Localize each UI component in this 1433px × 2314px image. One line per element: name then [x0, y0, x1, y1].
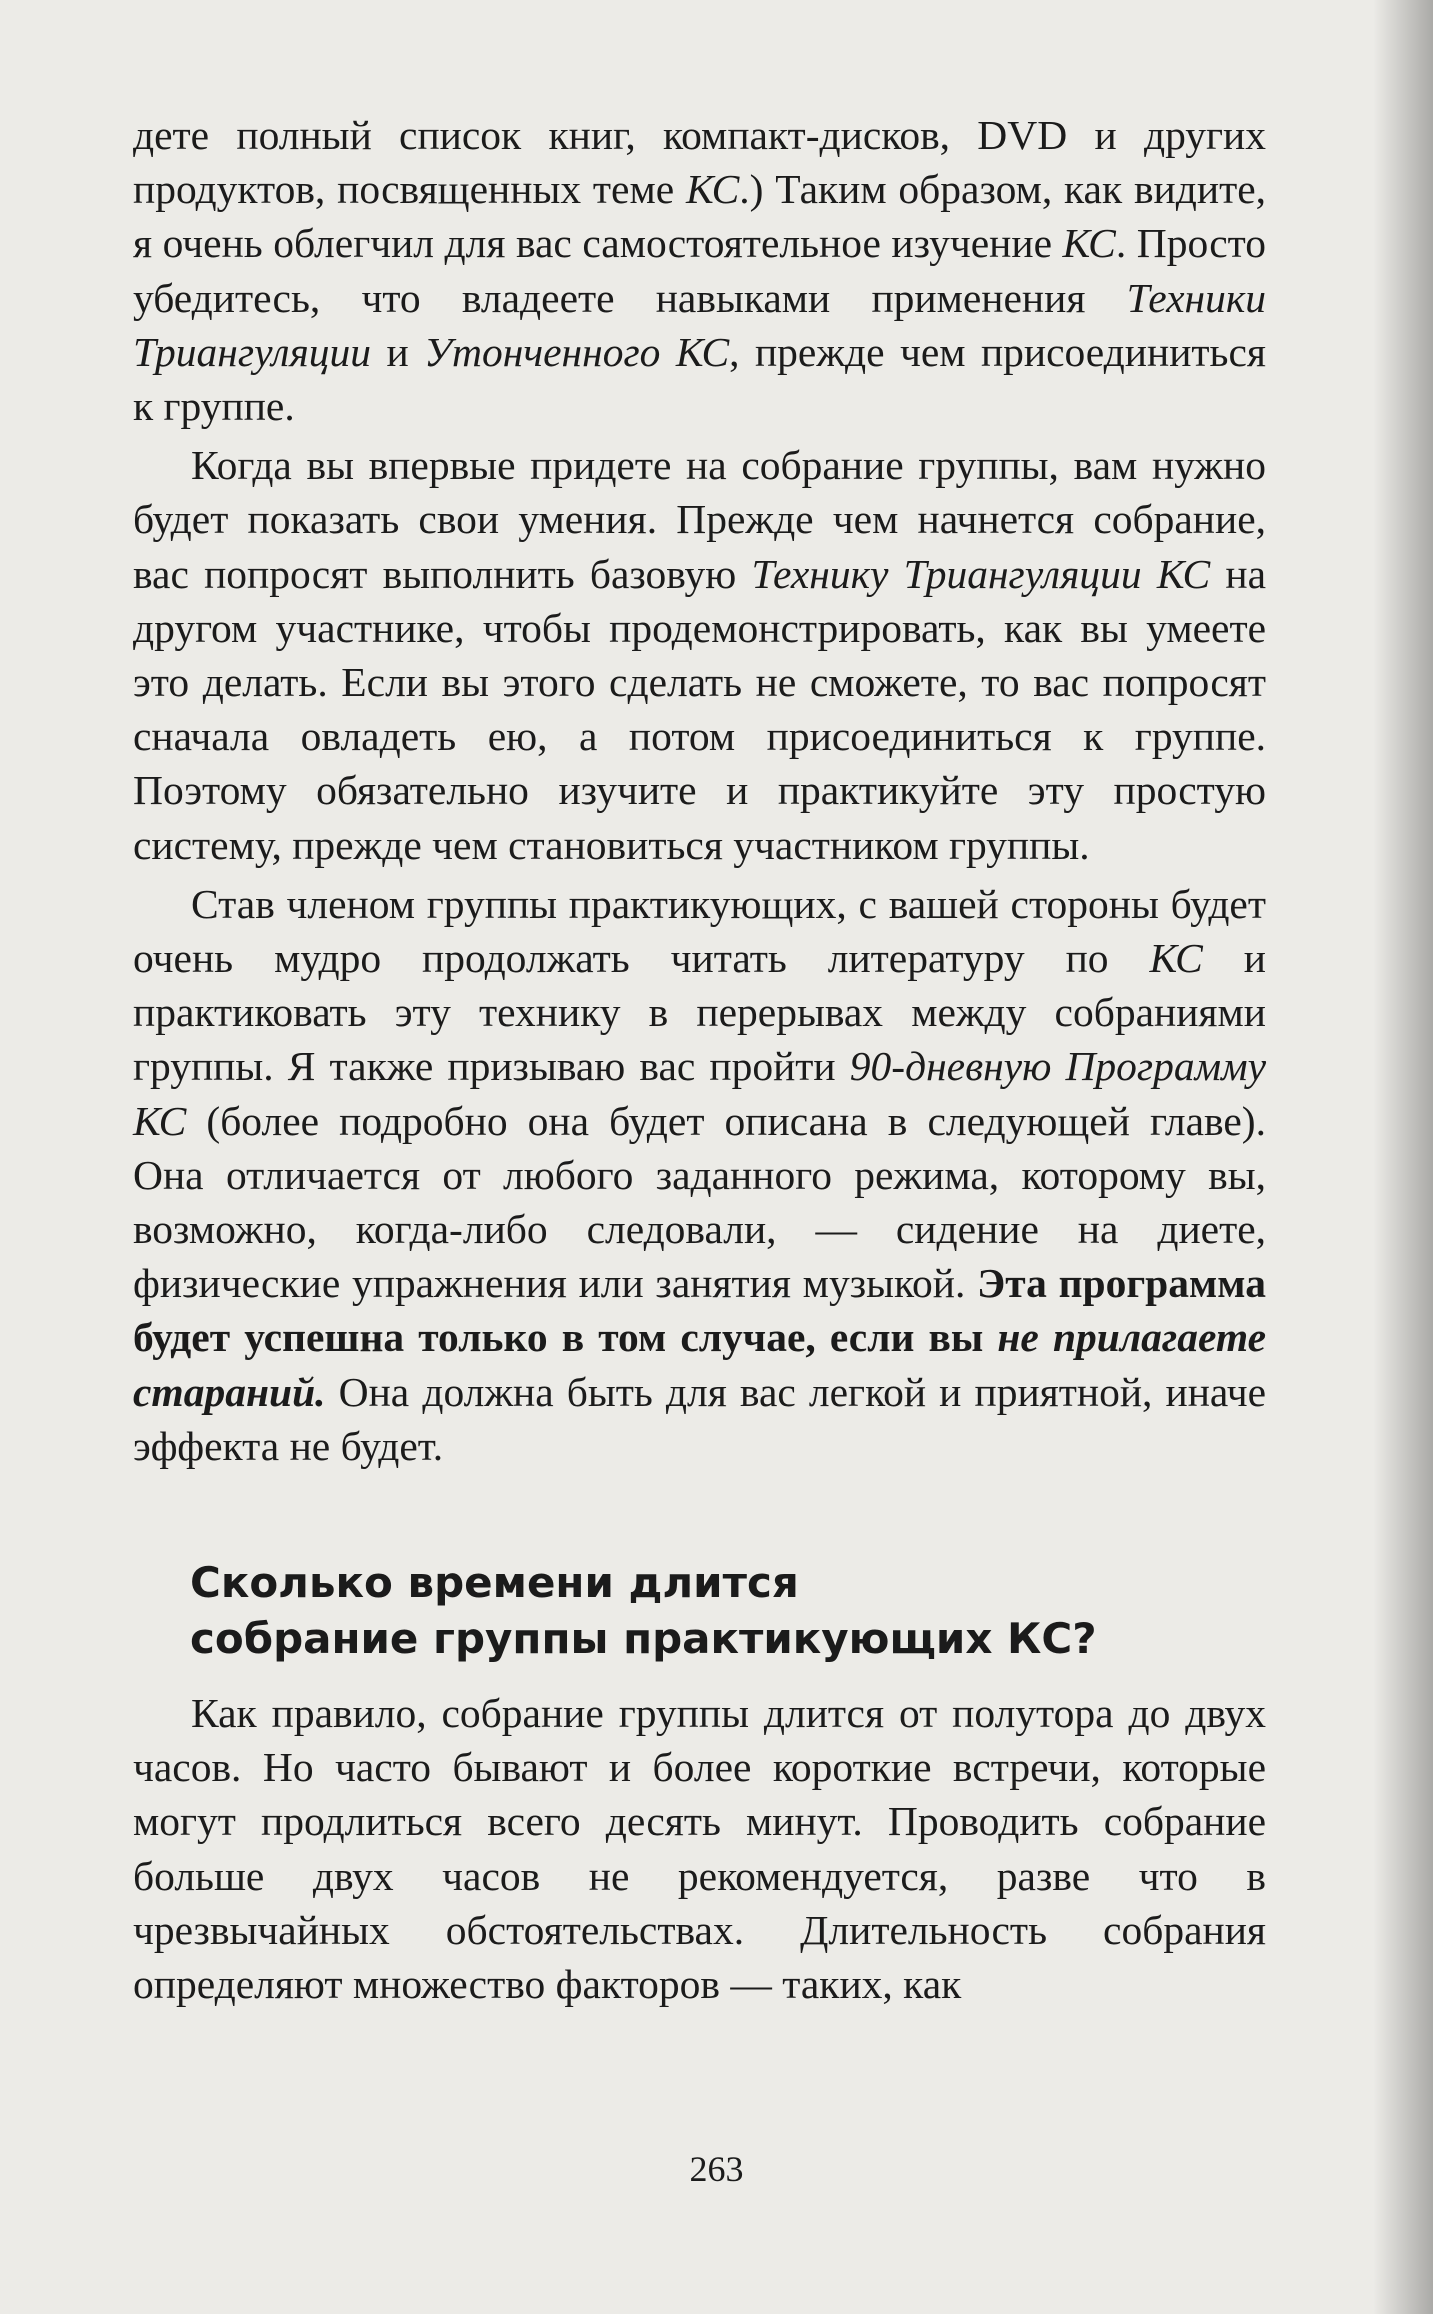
- text-run: .) Таким образом, как видите, я очень облегчил для вас самостоятельное изучение: [133, 166, 1267, 267]
- text-run: Она должна быть для вас легкой и приятной, иначе эффекта не будет.: [133, 1368, 1266, 1469]
- paragraph: [133, 1686, 1266, 2011]
- paragraph: [133, 108, 1266, 433]
- text-run: дете полный список книг, компакт-дисков, DVD и других продуктов, посвященных теме: [133, 112, 1266, 213]
- paragraph: [133, 877, 1266, 1473]
- text-run: (более подробно она будет описана в следующей главе). Она отличается от любого заданного режима, которому вы, возможно, когда-либо следовали, — сидение на диете, физические упражнения или занятия музыкой.: [133, 1097, 1266, 1307]
- text-run: Как правило, собрание группы длится от полутора до двух часов. Но часто бывают и более короткие встречи, которые могут продлиться всего десять минут. Проводить собрание больше двух часов не рекомендуется, разве что в чрезвычайных обстоятельствах. Длительность собрания определяют множество факторов — таких, как: [133, 1690, 1266, 2008]
- italic-text: Технику Триангуляции КС: [751, 550, 1211, 597]
- text-run: . Просто убедитесь, что владеете навыками применения: [133, 220, 1267, 321]
- italic-text: 90-дневную Программу КС: [133, 1043, 1266, 1144]
- paragraph: [133, 438, 1266, 872]
- paragraphs-after-heading: [133, 1686, 1266, 2011]
- emphasized-text: не прилагаете стараний.: [133, 1314, 1266, 1415]
- text-run: и: [371, 328, 425, 375]
- text-run: на другом участнике, чтобы продемонстрировать, как вы умеете это делать. Если вы этого сделать не сможете, то вас попросят сначала овладеть ею, а потом присоединиться к группе. Поэтому обязательно изучите и практикуйте эту простую систему, прежде чем становиться участником группы.: [133, 550, 1266, 868]
- italic-text: Утонченного КС: [424, 328, 730, 375]
- text-run: и практиковать эту технику в перерывах между собраниями группы. Я также призываю вас пройти: [133, 935, 1266, 1090]
- text-run: Став членом группы практикующих, с вашей стороны будет очень мудро продолжать читать литературу по: [133, 880, 1266, 982]
- italic-text: КС: [1149, 935, 1203, 982]
- italic-text: Техники Триангуляции: [133, 274, 1266, 375]
- section-heading-line-2: собрание группы практикующих КС?: [190, 1614, 1097, 1664]
- text-run: , прежде чем присоединиться к группе.: [133, 328, 1266, 430]
- section-heading: [190, 1555, 1266, 1667]
- text-block: [133, 108, 1266, 2016]
- text-run: Когда вы впервые придете на собрание группы, вам нужно будет показать свои умения. Прежде чем начнется собрание, вас попросят выполнить базовую: [133, 442, 1266, 597]
- italic-text: КС: [1062, 220, 1116, 267]
- italic-text: КС: [685, 166, 740, 213]
- paragraphs-before-heading: [133, 108, 1266, 1473]
- page-gutter-shadow: [1373, 0, 1433, 2314]
- page-number: 263: [689, 2149, 744, 2189]
- section-heading-line-1: Сколько времени длится: [190, 1558, 799, 1608]
- emphasized-text: Эта программа будет успешна только в том случае, если вы: [133, 1260, 1266, 1361]
